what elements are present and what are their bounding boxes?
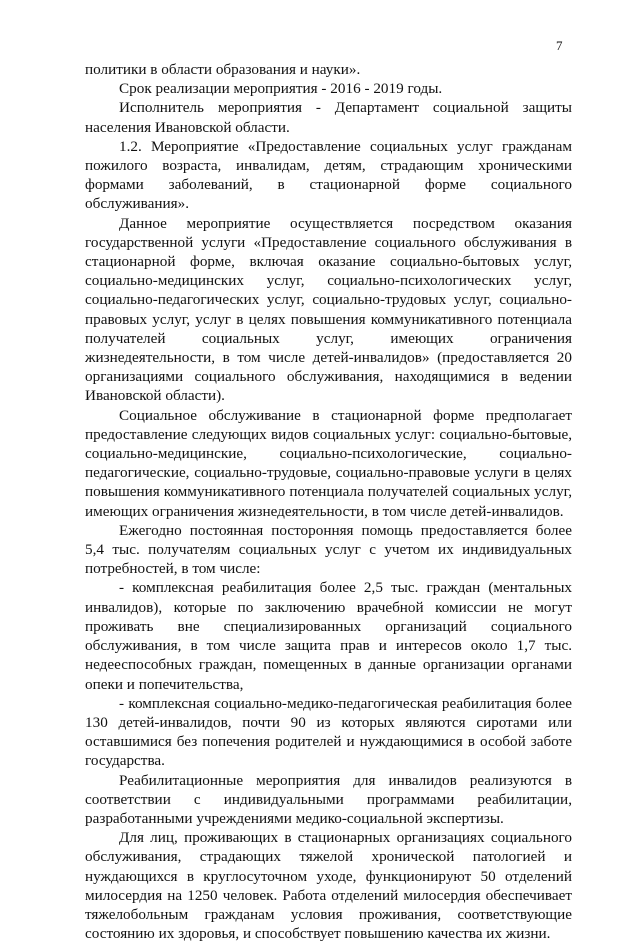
paragraph-annual-help: Ежегодно постоянная посторонняя помощь предоставляется более 5,4 тыс. получателям социальных услуг с учетом их индивидуальных потребностей, в том числе: — [85, 521, 572, 578]
paragraph-mercy-departments: Для лиц, проживающих в стационарных организациях социального обслуживания, страдающих тяжелой хронической патологией и нуждающихся в круглосуточном уходе, функционируют 50 отделений милосердия на 1250 человек. Работа отделений милосердия обеспечивает тяжелобольным гражданам условия проживания, соответствующие состоянию их здоровья, и способствует повышению качества их жизни. — [85, 829, 572, 943]
body-text — [85, 60, 572, 943]
paragraph-term: Срок реализации мероприятия - 2016 - 2019 годы. — [119, 80, 443, 98]
paragraph-executor: Исполнитель мероприятия - Департамент социальной защиты населения Ивановской области. — [85, 99, 572, 136]
paragraph-service-types: Социальное обслуживание в стационарной форме предполагает предоставление следующих видов социальных услуг: социально-бытовые, социально-медицинские, социально-психологические, социально-педагогические, социально-трудовые, социально-правовые услуги в целях повышения коммуникативного потенциала получателей социальных услуг, имеющих ограничения жизнедеятельности, в том числе детей-инвалидов. — [85, 406, 572, 520]
paragraph-measure-heading: 1.2. Мероприятие «Предоставление социальных услуг гражданам пожилого возраста, инвалидам, детям, страдающим хроническими формами заболеваний, в стационарной форме социального обслуживания». — [85, 137, 572, 213]
list-item-rehabilitation: - комплексная реабилитация более 2,5 тыс. граждан (ментальных инвалидов), которые по заключению врачебной комиссии не могут проживать вне специализированных организаций социального обслуживания, в том числе защита прав и интересов около 1,7 тыс. недееспособных граждан, помещенных в данные организации органами опеки и попечительства, — [85, 579, 572, 693]
paragraph-rehabilitation-measures: Реабилитационные мероприятия для инвалидов реализуются в соответствии с индивидуальными программами реабилитации, разработанными учреждениями медико-социальной экспертизы. — [85, 771, 572, 827]
list-item-children-rehabilitation: - комплексная социально-медико-педагогическая реабилитация более 130 детей-инвалидов, почти 90 из которых являются сиротами или оставшимися без попечения родителей и нуждающимися в особой заботе государства. — [85, 694, 572, 770]
page-number: 7 — [556, 38, 563, 53]
paragraph-continuation: политики в области образования и науки». — [85, 61, 361, 78]
paragraph-service-description: Данное мероприятие осуществляется посредством оказания государственной услуги «Предоставление социального обслуживания в стационарной форме, включая оказание социально-бытовых услуг, социально-медицинских услуг, социально-психологических услуг, социально-педагогических услуг, социально-трудовых услуг, социально-правовых услуг, услуг в целях повышения коммуникативного потенциала получателей социальных услуг, имеющих ограничения жизнедеятельности, в том числе детей-инвалидов» (предоставляется 20 организациями социального обслуживания, находящимися в ведении Ивановской области). — [85, 214, 572, 405]
